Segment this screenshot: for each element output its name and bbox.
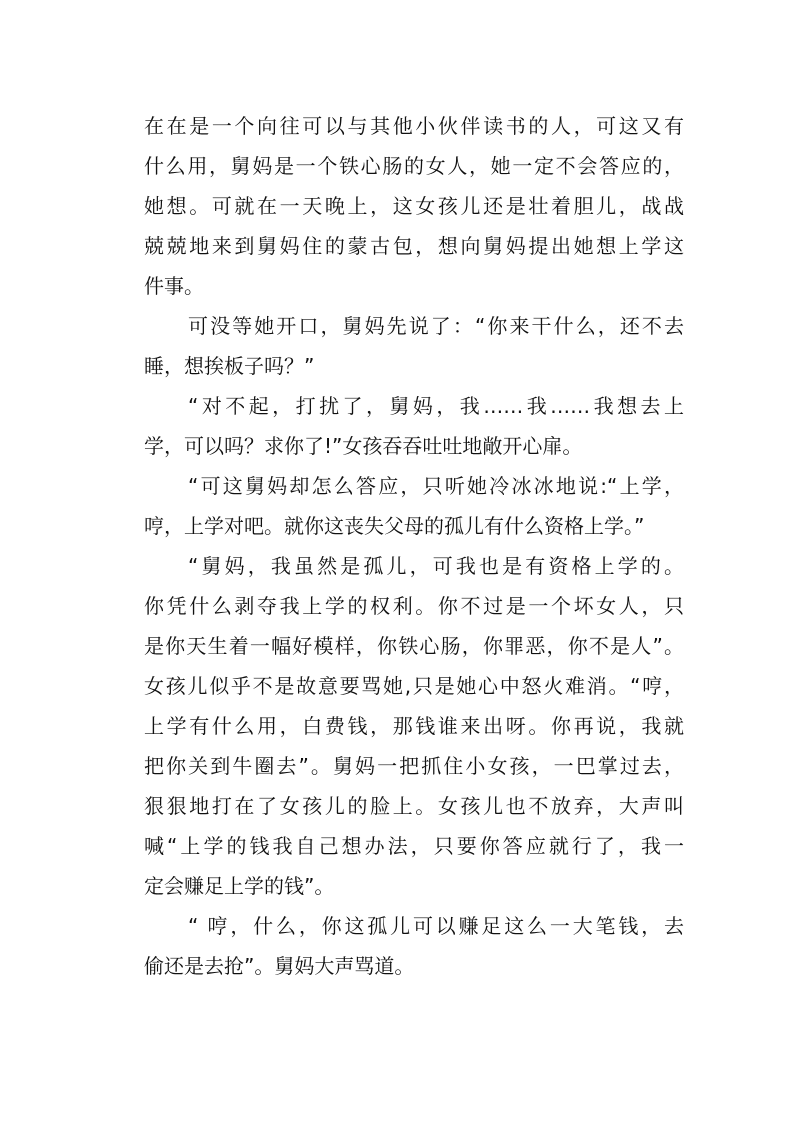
text-line: “可这舅妈却怎么答应，只听她冷冰冰地说:“上学，: [188, 474, 684, 498]
text-line: 她想。可就在一天晚上，这女孩儿还是壮着胆儿，战战: [144, 194, 684, 218]
text-line: 哼，上学对吧。就你这丧失父母的孤儿有什么资格上学。”: [144, 514, 645, 538]
story-text-body: [144, 106, 684, 986]
text-line: 你凭什么剥夺我上学的权利。你不过是一个坏女人，只: [144, 594, 684, 618]
text-line: 在在是一个向往可以与其他小伙伴读书的人，可这又有: [144, 114, 684, 138]
text-line: 狠狠地打在了女孩儿的脸上。女孩儿也不放弃，大声叫: [144, 794, 684, 818]
text-line: 是你天生着一幅好模样，你铁心肠，你罪恶，你不是人”。: [144, 634, 684, 658]
text-line: 把你关到牛圈去”。舅妈一把抓住小女孩，一巴掌过去，: [144, 754, 684, 778]
text-line: 上学有什么用，白费钱，那钱谁来出呀。你再说，我就: [144, 714, 684, 738]
text-line: “ 哼，什么，你这孤儿可以赚足这么一大笔钱，去: [188, 914, 684, 938]
text-line: 偷还是去抢”。舅妈大声骂道。: [144, 954, 415, 978]
text-line: 兢兢地来到舅妈住的蒙古包，想向舅妈提出她想上学这: [144, 234, 684, 258]
text-line: 可没等她开口，舅妈先说了：“你来干什么，还不去: [188, 314, 684, 338]
text-line: “对不起，打扰了，舅妈，我……我……我想去上: [188, 394, 684, 418]
text-line: “舅妈，我虽然是孤儿，可我也是有资格上学的。: [188, 554, 684, 578]
text-line: 什么用，舅妈是一个铁心肠的女人，她一定不会答应的，: [144, 154, 684, 178]
text-line: 定会赚足上学的钱”。: [144, 874, 335, 898]
text-line: 女孩儿似乎不是故意要骂她,只是她心中怒火难消。“哼，: [144, 674, 684, 698]
text-line: 喊“上学的钱我自己想办法，只要你答应就行了，我一: [144, 834, 684, 858]
text-line: 件事。: [144, 274, 204, 298]
text-line: 睡，想挨板子吗？”: [144, 354, 315, 378]
text-line: 学，可以吗？求你了!”女孩吞吞吐吐地敞开心扉。: [144, 434, 583, 458]
